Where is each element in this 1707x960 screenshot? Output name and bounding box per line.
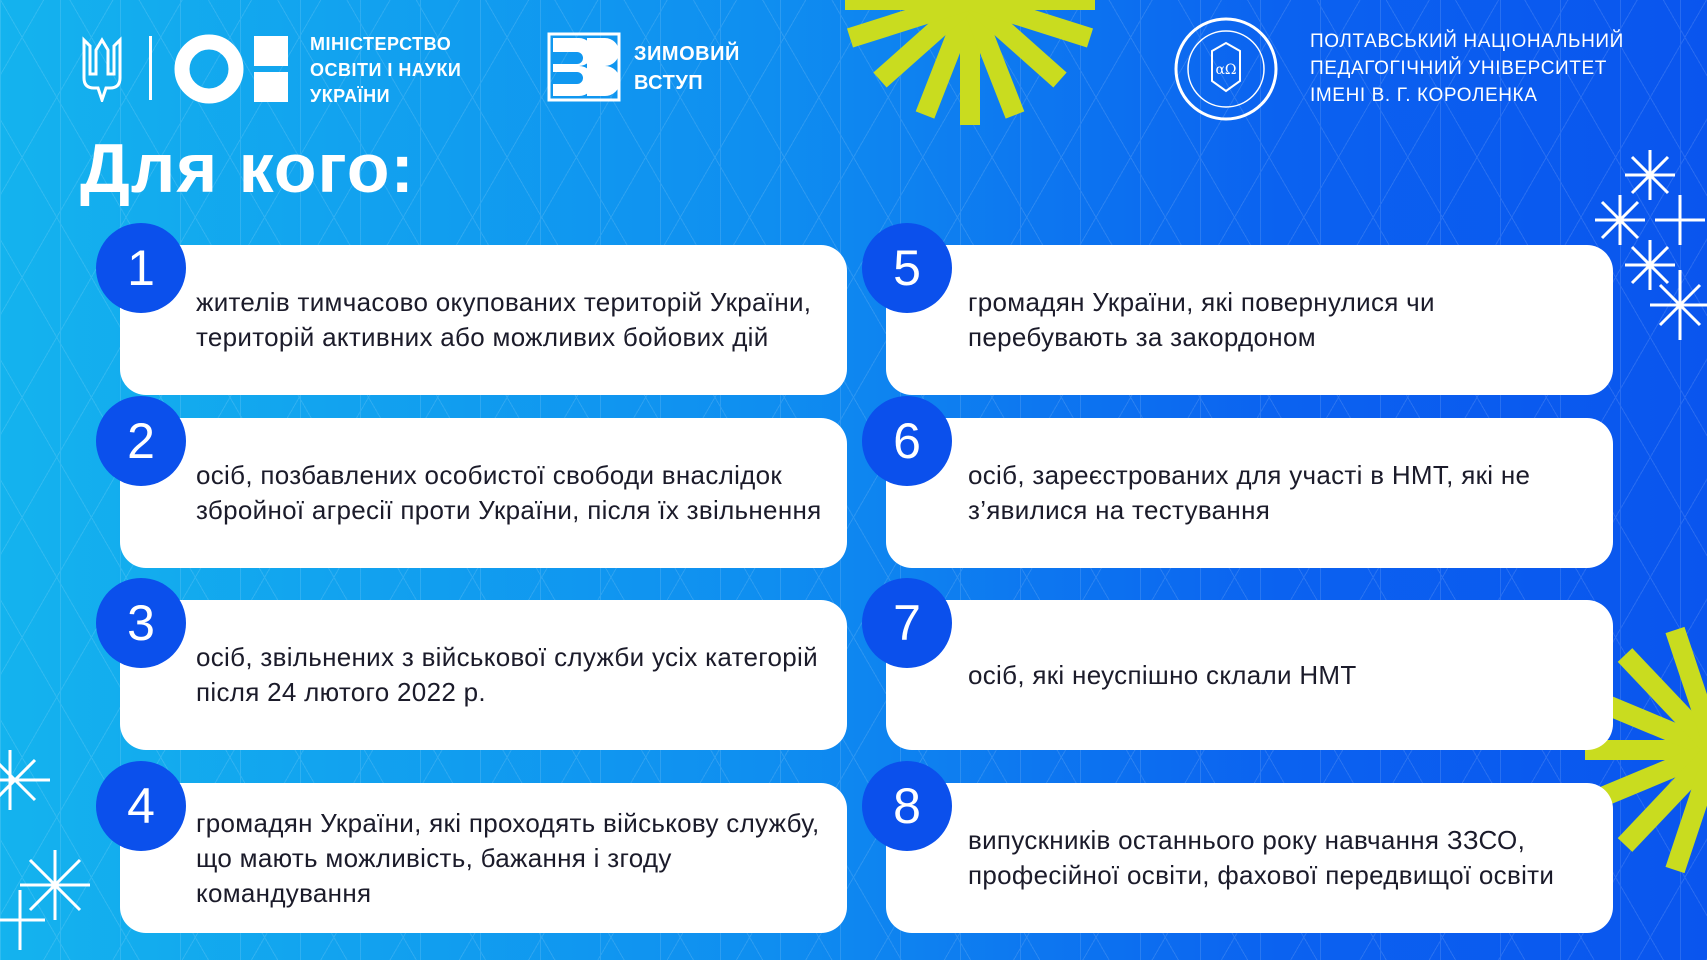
list-item [120, 783, 847, 933]
item-number-badge: 1 [96, 223, 186, 313]
university-line: ПОЛТАВСЬКИЙ НАЦІОНАЛЬНИЙ [1310, 31, 1624, 52]
university-line: ПЕДАГОГІЧНИЙ УНІВЕРСИТЕТ [1310, 58, 1607, 79]
ministry-line: МІНІСТЕРСТВО [310, 34, 452, 54]
item-text: випускників останнього року навчання ЗЗСО, професійної освіти, фахової передвищої освіти [968, 825, 1555, 890]
list-item [120, 600, 847, 750]
item-number-badge: 3 [96, 578, 186, 668]
item-text: осіб, звільнених з військової служби усіх категорій після 24 лютого 2022 р. [196, 642, 818, 707]
header-divider [149, 36, 152, 100]
university-name [1310, 28, 1624, 109]
campaign-line: ЗИМОВИЙ [634, 43, 740, 65]
list-item [120, 245, 847, 395]
ministry-line: ОСВІТИ І НАУКИ [310, 60, 462, 80]
item-text: громадян України, які повернулися чи перебувають за закордоном [968, 287, 1435, 352]
item-number-badge: 6 [862, 396, 952, 486]
ministry-line: УКРАЇНИ [310, 86, 391, 106]
list-item [886, 600, 1613, 750]
sunburst-top [840, 0, 1100, 130]
item-number-badge: 4 [96, 761, 186, 851]
item-number-badge: 7 [862, 578, 952, 668]
university-seal [1172, 16, 1280, 122]
winter-admission-logo [547, 32, 621, 102]
ministry-name [310, 31, 461, 109]
snowflakes-left [0, 740, 120, 960]
list-item [120, 418, 847, 568]
item-text: осіб, зареєстрованих для участі в НМТ, які не з’явилися на тестування [968, 460, 1531, 525]
list-item [886, 245, 1613, 395]
item-text: осіб, позбавлених особистої свободи внаслідок збройної агресії проти України, після їх звільнення [196, 460, 822, 525]
item-number-badge: 8 [862, 761, 952, 851]
page-title: Для кого: [80, 129, 415, 207]
svg-text:αΩ: αΩ [1215, 62, 1237, 78]
university-line: ІМЕНІ В. Г. КОРОЛЕНКА [1310, 85, 1538, 106]
list-item [886, 418, 1613, 568]
list-item [886, 783, 1613, 933]
campaign-line: ВСТУП [634, 72, 704, 94]
ministry-logo [174, 34, 290, 104]
item-number-badge: 5 [862, 223, 952, 313]
trident-icon [80, 36, 124, 102]
item-text: громадян України, які проходять військову службу, що мають можливість, бажання і згоду командування [196, 807, 820, 908]
item-text: осіб, які неуспішно склали НМТ [968, 659, 1357, 690]
item-number-badge: 2 [96, 396, 186, 486]
winter-admission-name [634, 40, 740, 98]
item-text: жителів тимчасово окупованих територій України, територій активних або можливих бойових дій [196, 287, 812, 352]
